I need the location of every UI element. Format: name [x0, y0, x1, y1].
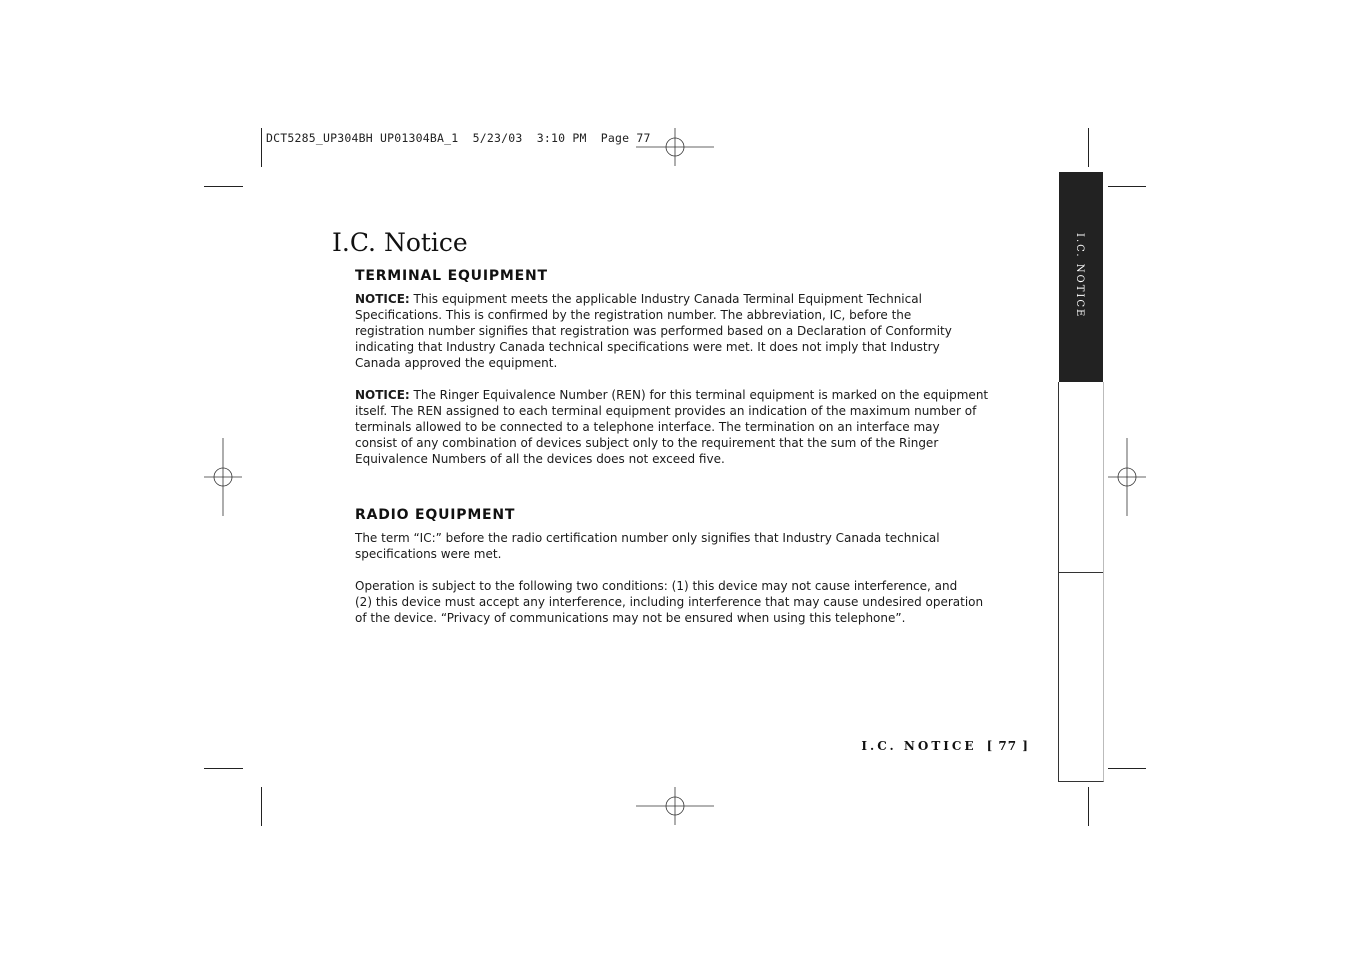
paragraph-line: consist of any combination of devices subject only to the requirement that the sum of the Ringer: [355, 436, 939, 450]
paragraph-line: Specifications. This is confirmed by the registration number. The abbreviation, IC, before the: [355, 308, 912, 322]
paragraph-line: The term “IC:” before the radio certification number only signifies that Industry Canada technical: [355, 531, 940, 545]
paragraph-line: (2) this device must accept any interference, including interference that may cause undesired operation: [355, 595, 984, 609]
registration-mark-top: [636, 108, 714, 186]
registration-mark-bottom: [636, 767, 714, 845]
paragraph-line: Canada approved the equipment.: [355, 356, 558, 370]
crop-mark: [1088, 128, 1089, 167]
crop-mark: [204, 186, 243, 187]
page-title: I.C. Notice: [332, 228, 468, 257]
paragraph-radio-2: [355, 578, 1005, 626]
footer-page-number: [ 77 ]: [986, 739, 1029, 753]
registration-mark-right: [1088, 438, 1166, 516]
crop-mark: [261, 787, 262, 826]
section-heading-terminal-equipment: TERMINAL EQUIPMENT: [355, 268, 548, 284]
paragraph-line: itself. The REN assigned to each terminal equipment provides an indication of the maximum number of: [355, 404, 977, 418]
paragraph-terminal-notice-2: [355, 387, 1005, 467]
crop-mark: [1088, 787, 1089, 826]
paragraph-radio-1: [355, 530, 1005, 562]
registration-mark-left: [184, 438, 262, 516]
paragraph-line: terminals allowed to be connected to a telephone interface. The termination on an interface may: [355, 420, 940, 434]
footer-section-label: I.C. NOTICE: [861, 739, 977, 753]
paragraph-line: Operation is subject to the following two conditions: (1) this device may not cause interference, and: [355, 579, 958, 593]
side-tab-divider: [1058, 572, 1103, 573]
paragraph-line: This equipment meets the applicable Industry Canada Terminal Equipment Technical: [409, 292, 922, 306]
paragraph-line: specifications were met.: [355, 547, 502, 561]
paragraph-line: The Ringer Equivalence Number (REN) for this terminal equipment is marked on the equipment: [409, 388, 989, 402]
paragraph-line: indicating that Industry Canada technical specifications were met. It does not imply that Industry: [355, 340, 940, 354]
page-footer: [861, 739, 1029, 753]
paragraph-terminal-notice-1: [355, 291, 1005, 371]
crop-mark: [204, 768, 243, 769]
crop-mark: [261, 128, 262, 167]
print-slug-header: DCT5285_UP304BH UP01304BA_1 5/23/03 3:10 PM Page 77: [266, 131, 651, 145]
notice-lead: NOTICE:: [355, 388, 410, 402]
crop-mark: [1108, 768, 1146, 769]
paragraph-line: registration number signifies that registration was performed based on a Declaration of Conformity: [355, 324, 952, 338]
section-heading-radio-equipment: RADIO EQUIPMENT: [355, 507, 516, 523]
crop-mark: [1108, 186, 1146, 187]
paragraph-line: of the device. “Privacy of communications may not be ensured when using this telephone”.: [355, 611, 906, 625]
notice-lead: NOTICE:: [355, 292, 410, 306]
side-tab-label: I.C. NOTICE: [1074, 233, 1085, 319]
paragraph-line: Equivalence Numbers of all the devices does not exceed five.: [355, 452, 725, 466]
